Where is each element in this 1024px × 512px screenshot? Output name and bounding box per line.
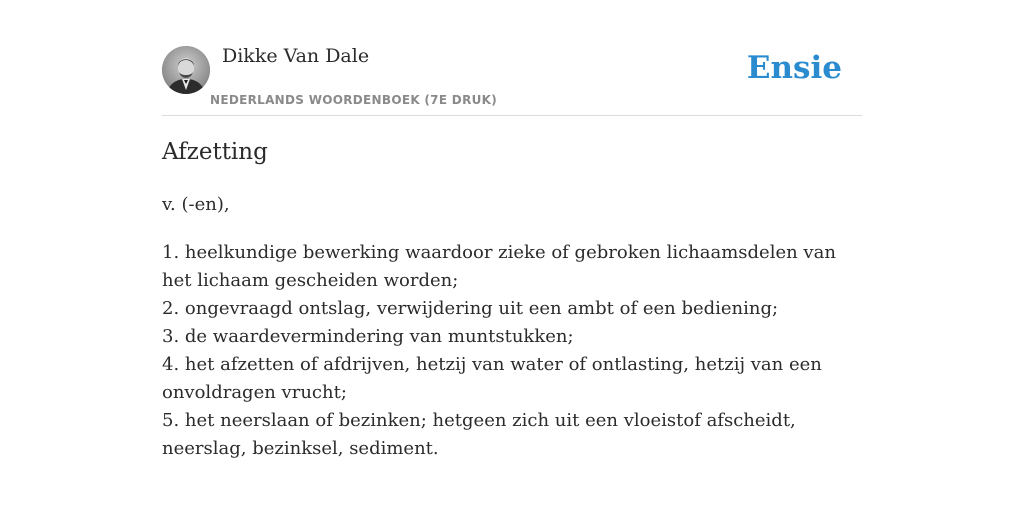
brand-logo[interactable]: Ensie xyxy=(746,50,842,86)
definition-item: 3. de waardevermindering van muntstukken; xyxy=(162,326,574,347)
grammar-note: v. (-en), xyxy=(162,194,230,215)
definition-card xyxy=(162,0,862,459)
source-label: NEDERLANDS WOORDENBOEK (7E DRUK) xyxy=(210,93,498,107)
author-name[interactable]: Dikke Van Dale xyxy=(222,45,370,67)
definition-list xyxy=(162,239,852,463)
definition-item: 2. ongevraagd ontslag, verwijdering uit een ambt of een bediening; xyxy=(162,298,779,319)
card-header xyxy=(162,0,862,116)
definition-item: 4. het afzetten of afdrijven, hetzij van water of ontlasting, hetzij van een onvoldragen vrucht; xyxy=(162,354,822,403)
definition-item: 5. het neerslaan of bezinken; hetgeen zich uit een vloeistof afscheidt, neerslag, bezinksel, sediment. xyxy=(162,410,796,459)
entry-title: Afzetting xyxy=(162,139,268,165)
author-portrait-icon[interactable] xyxy=(162,46,210,94)
definition-item: 1. heelkundige bewerking waardoor zieke of gebroken lichaamsdelen van het lichaam gescheiden worden; xyxy=(162,242,836,291)
